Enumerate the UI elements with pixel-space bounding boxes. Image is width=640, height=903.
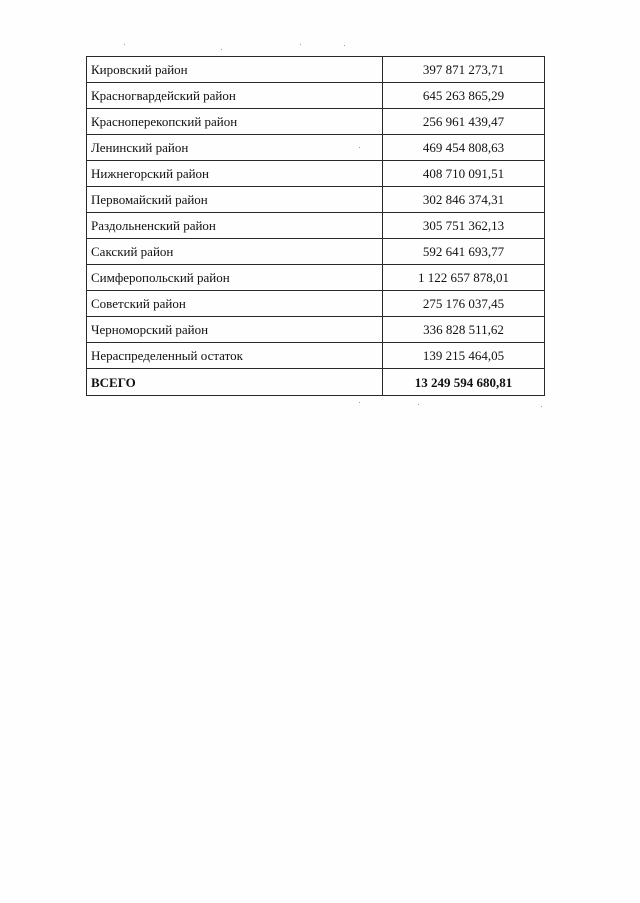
- scan-speck: [300, 44, 301, 45]
- district-name-cell: Черноморский район: [87, 317, 383, 343]
- amount-cell: 302 846 374,31: [383, 187, 545, 213]
- district-name-cell: Ленинский район: [87, 135, 383, 161]
- amount-cell: 469 454 808,63: [383, 135, 545, 161]
- amount-cell: 139 215 464,05: [383, 343, 545, 369]
- table-row: [87, 135, 545, 161]
- district-name-cell: Сакский район: [87, 239, 383, 265]
- district-name-cell: Красногвардейский район: [87, 83, 383, 109]
- district-name-cell: Раздольненский район: [87, 213, 383, 239]
- budget-allocation-table: [86, 56, 545, 396]
- district-name-cell: Красноперекопский район: [87, 109, 383, 135]
- district-name-cell: Симферопольский район: [87, 265, 383, 291]
- table-row: [87, 83, 545, 109]
- district-name-cell: Кировский район: [87, 57, 383, 83]
- total-row: [87, 369, 545, 396]
- amount-cell: 336 828 511,62: [383, 317, 545, 343]
- amount-cell: 275 176 037,45: [383, 291, 545, 317]
- table-row: [87, 57, 545, 83]
- table-row: [87, 317, 545, 343]
- amount-cell: 1 122 657 878,01: [383, 265, 545, 291]
- total-amount-cell: 13 249 594 680,81: [383, 369, 545, 396]
- table-row: [87, 161, 545, 187]
- amount-cell: 592 641 693,77: [383, 239, 545, 265]
- scan-speck: [344, 45, 345, 46]
- amount-cell: 256 961 439,47: [383, 109, 545, 135]
- amount-cell: 305 751 362,13: [383, 213, 545, 239]
- district-name-cell: Нераспределенный остаток: [87, 343, 383, 369]
- scan-speck: [418, 404, 419, 405]
- table-row: [87, 213, 545, 239]
- table-row: [87, 109, 545, 135]
- district-name-cell: Нижнегорский район: [87, 161, 383, 187]
- amount-cell: 397 871 273,71: [383, 57, 545, 83]
- amount-cell: 645 263 865,29: [383, 83, 545, 109]
- table-row: [87, 343, 545, 369]
- table-row: [87, 187, 545, 213]
- table-row: [87, 291, 545, 317]
- table-row: [87, 265, 545, 291]
- total-label-cell: ВСЕГО: [87, 369, 383, 396]
- table-row: [87, 239, 545, 265]
- scan-speck: [221, 49, 222, 50]
- scan-speck: [124, 44, 125, 45]
- amount-cell: 408 710 091,51: [383, 161, 545, 187]
- scan-speck: [359, 402, 360, 403]
- scan-speck: [541, 406, 542, 407]
- district-name-cell: Советский район: [87, 291, 383, 317]
- district-name-cell: Первомайский район: [87, 187, 383, 213]
